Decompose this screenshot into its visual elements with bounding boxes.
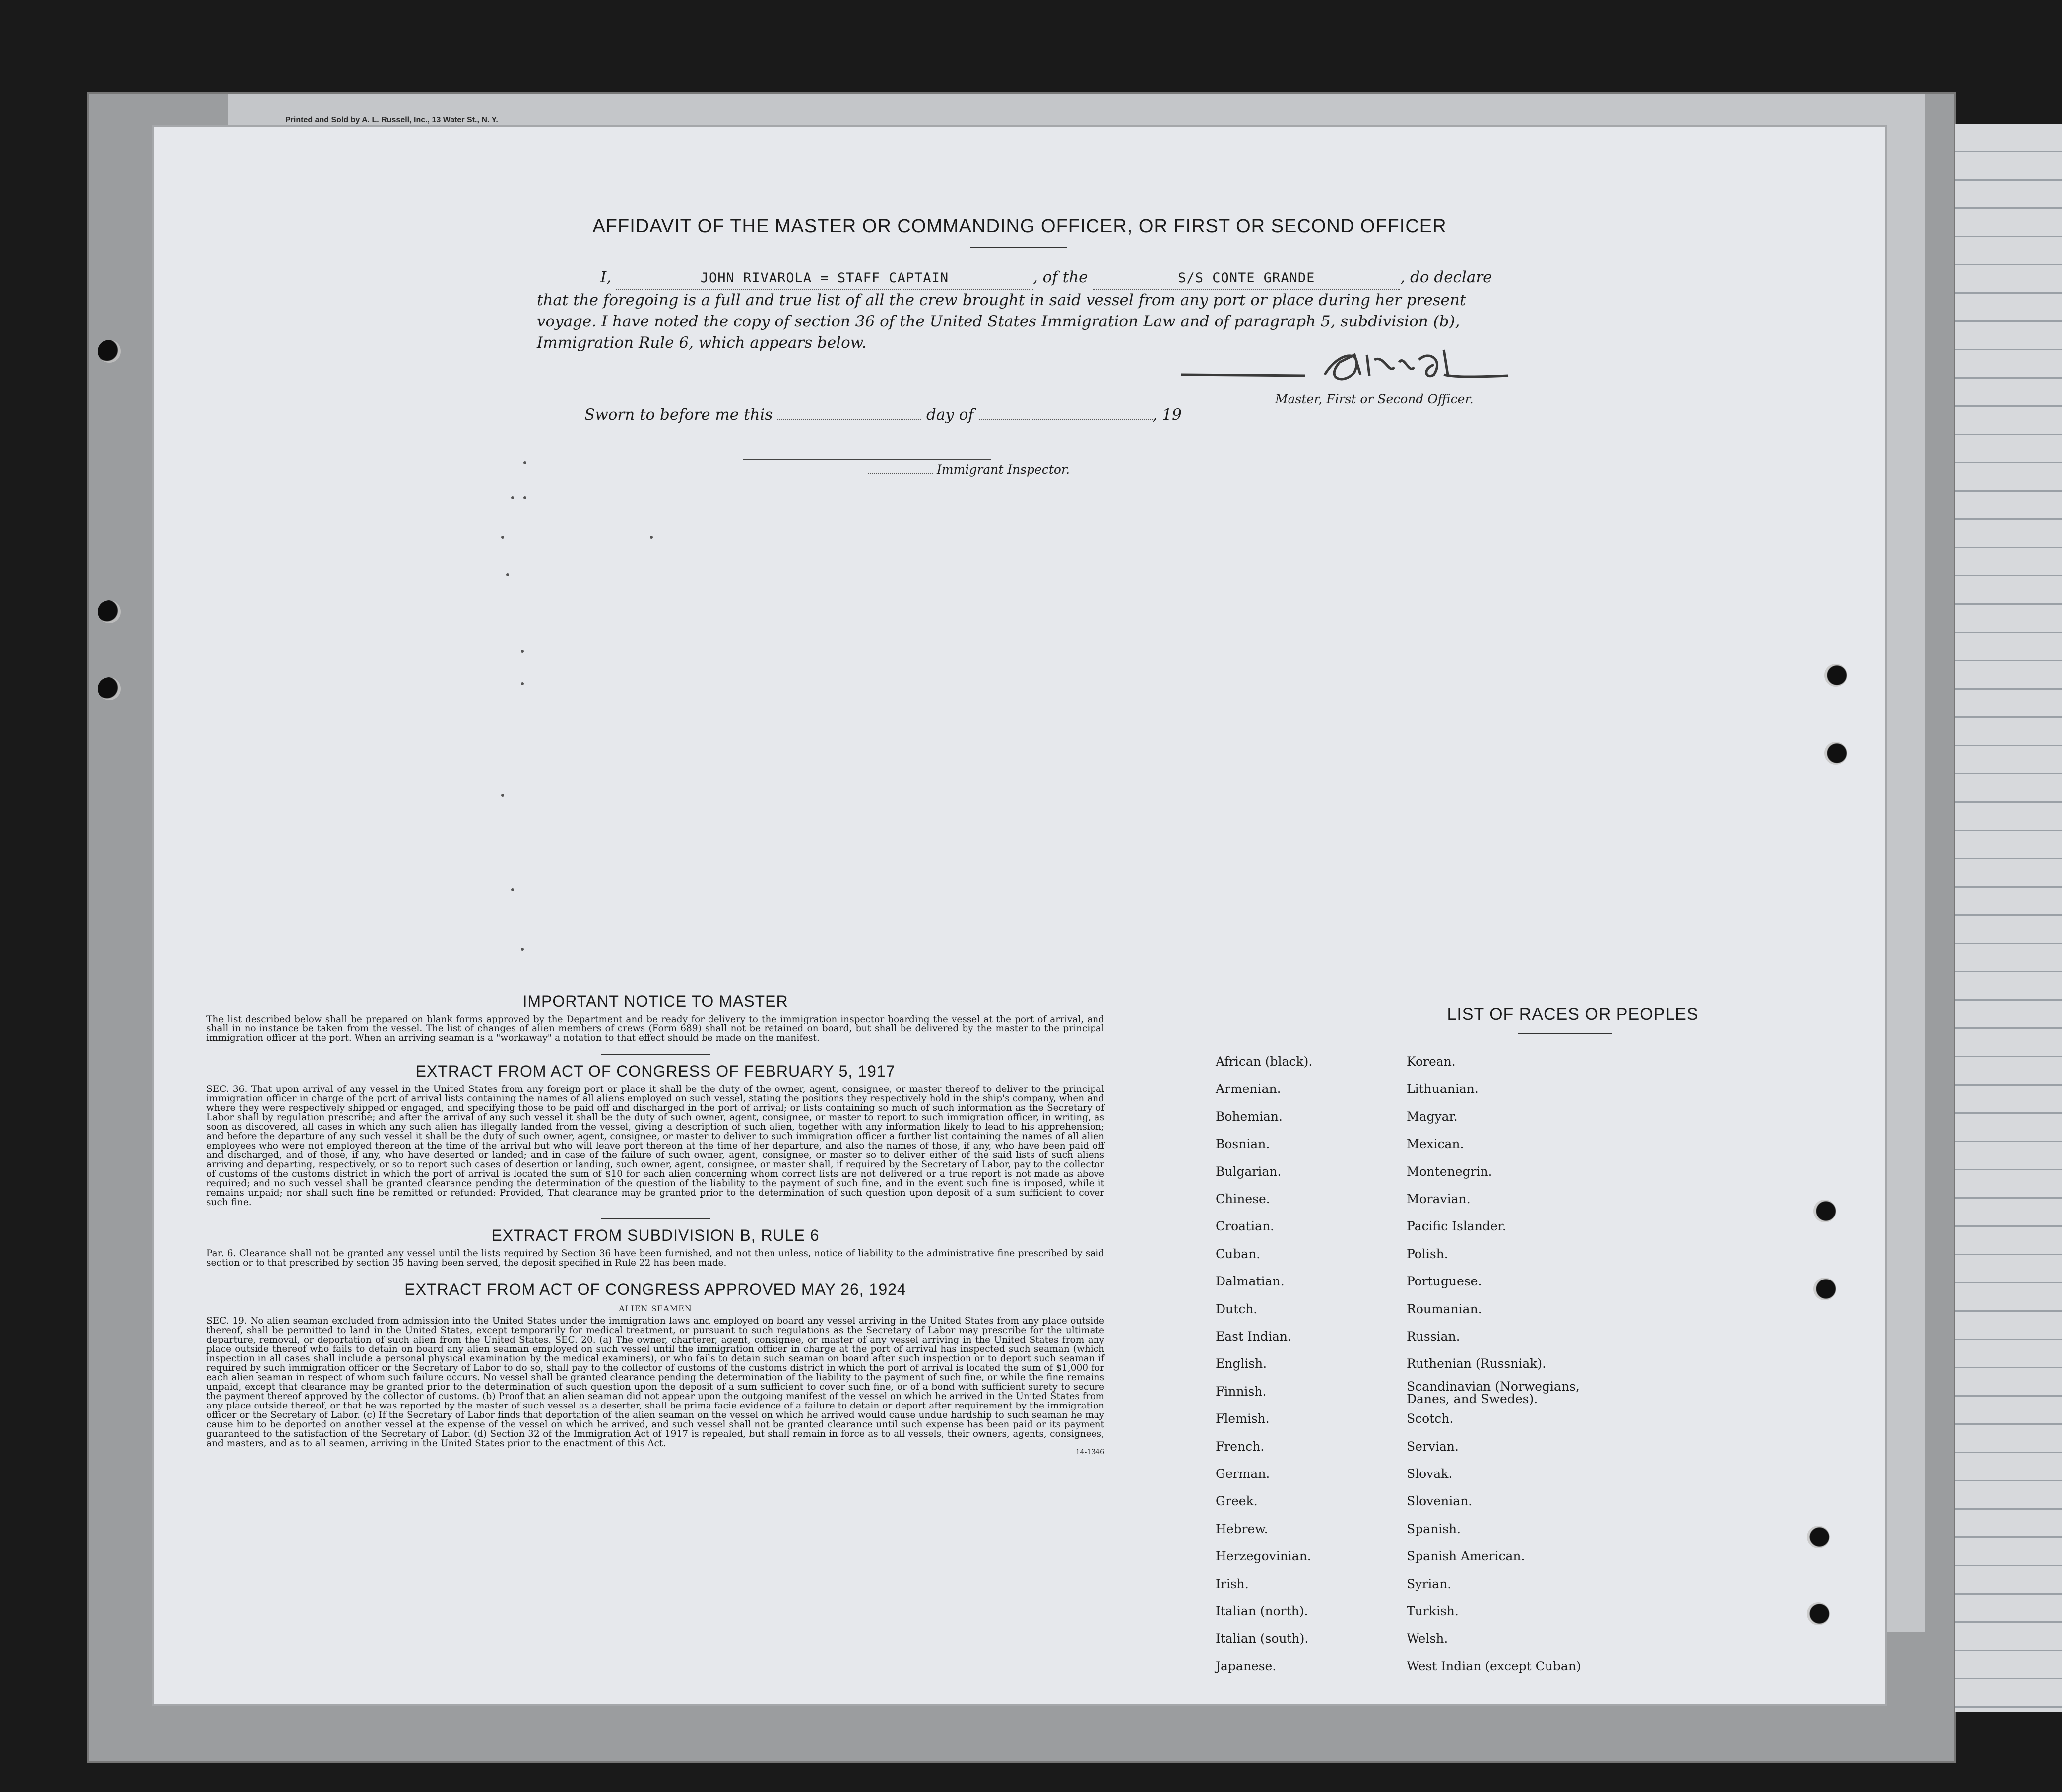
race-item: Herzegovinian. [1216,1549,1311,1564]
extract-1917-body: SEC. 36. That upon arrival of any vessel in the United States from any foreign port or place it shall be the duty of the owner, agent, consignee, or master thereof to deliver to the principal immigration officer in charge of the port of arrival lists containing the names of all aliens employed on such vessel, stating the positions they respectively hold in the ship's company, when and where they were respectively shipped or engaged, and specifying those to be paid off and discharged in the port of arrival; or lists containing so much of such information as the Secretary of Labor shall by regulation prescribe; and after the arrival of any such vessel it shall be the duty of such owner, agent, consignee, or master to report to such immigration officer, in writing, as soon as discovered, all cases in which any such alien has illegally landed from the vessel, giving a description of such alien, together with any information likely to lead to his apprehension; and before the departure of any such vessel it shall be the duty of such owner, agent, consignee, or master to deliver to such immigration officer a further list containing the names of all alien employees who were not employed thereon at the time of the arrival but who will leave port thereon at the time of her departure, and also the names of those, if any, who have been paid off and discharged, and of those, if any, who have deserted or landed; and in case of the failure of such owner, agent, consignee, or master so to deliver either of the said lists of such aliens arriving and departing, respectively, or so to report such cases of desertion or landing, such owner, agent, consignee, or master shall, if required by the Secretary of Labor, pay to the collector of customs of the customs district in which the port of arrival is located the sum of $10 for each alien concerning whom correct lists are not delivered or a true report is not made as above required; and no such vessel shall be granted clearance pending the determination of the question of the liability to the payment of such fine, and in the event such fine is imposed, while it remains unpaid; nor shall such fine be remitted or refunded: Provided, That clearance may be granted prior to the determination of such question upon deposit of a sum sufficient to cover such fine. [206,1084,1104,1208]
sworn-line [584,404,1182,426]
race-item: Dutch. [1216,1301,1258,1316]
race-item: Japanese. [1216,1659,1277,1673]
extract-rule6-body: Par. 6. Clearance shall not be granted any vessel until the lists required by Section 36 have been furnished, and not then unless, notice of liability to the administrative fine prescribed by said section or to that prescribed by section 35 having been served, the deposit specified in Rule 22 has been made. [206,1248,1104,1268]
master-name-field [616,267,1033,290]
signature-caption: Master, First or Second Officer. [1275,392,1474,406]
race-item: Greek. [1216,1494,1258,1509]
race-item: Russian. [1407,1329,1460,1344]
ghost-mark [521,682,524,685]
race-item: Dalmatian. [1216,1274,1285,1289]
race-item: Spanish American. [1407,1549,1525,1564]
race-item: Irish. [1216,1576,1249,1591]
race-item: Portuguese. [1407,1274,1482,1289]
races-heading: LIST OF RACES OR PEOPLES [1447,1005,1699,1024]
extract-1924-body: SEC. 19. No alien seaman excluded from admission into the United States under the immigration laws and employed on board any vessel arriving in the United States from any place outside thereof, shall be permitted to land in the United States, except temporarily for medical treatment, or pursuant to such regulations as the Secretary of Labor may prescribe for the ultimate departure, removal, or deportation of such alien from the United States. SEC. 20. (a) The owner, charterer, agent, consignee, or master of any vessel arriving in the United States from any place outside thereof who fails to detain on board any alien seaman employed on such vessel until the immigration officer in charge at the port of arrival has inspected such seaman (which inspection in all cases shall include a personal physical examination by the medical examiners), or who fails to detain such seaman on board after such inspection or to deport such seaman if required by such immigration officer or the Secretary of Labor to do so, shall pay to the collector of customs of the customs district in which the port of arrival is located the sum of $1,000 for each alien seaman in respect of whom such failure occurs. No vessel shall be granted clearance pending the determination of the liability to the payment of such fine, or while the fine remains unpaid, except that clearance may be granted prior to the determination of such question upon the deposit of a sum sufficient to cover such fine, or of a bond with sufficient surety to secure the payment thereof approved by the collector of customs. (b) Proof that an alien seaman did not appear upon the outgoing manifest of the vessel on which he arrived in the United States from any place outside thereof, or that he was reported by the master of such vessel as a deserter, shall be prima facie evidence of a failure to detain or deport after requirement by the immigration officer or the Secretary of Labor. (c) If the Secretary of Labor finds that deportation of the alien seaman on the vessel on which he arrived would cause undue hardship to such seaman he may cause him to be deported on another vessel at the expense of the vessel on which he arrived, and such vessel shall not be granted clearance until such expense has been paid or its payment guaranteed to the satisfaction of the Secretary of Labor. (d) Section 32 of the Immigration Act of 1917 is repealed, but shall remain in force as to all vessels, their owners, agents, consignees, and masters, and as to all seamen, arriving in the United States prior to the enactment of this Act. [206,1316,1104,1449]
extract-1924-heading: EXTRACT FROM ACT OF CONGRESS APPROVED MAY 26, 1924 [404,1280,906,1298]
punch-hole-icon [98,340,121,363]
race-item: Chinese. [1216,1192,1270,1206]
race-item: East Indian. [1216,1329,1291,1344]
race-item: Servian. [1407,1439,1459,1454]
race-item: Slovenian. [1407,1494,1473,1509]
punch-hole-icon [1813,1200,1836,1222]
ghost-mark [650,536,653,539]
race-item: English. [1216,1356,1267,1371]
left-column [206,992,1104,1456]
sworn-label: Sworn to before me this [584,406,773,424]
races-rule [1518,1033,1612,1034]
ghost-mark [511,496,514,499]
race-item: Magyar. [1407,1109,1458,1124]
punch-hole-icon [98,600,121,623]
inspector-caption: Immigrant Inspector. [936,462,1070,477]
inspector-dots [868,473,933,474]
race-item: Spanish. [1407,1521,1461,1536]
race-item: Hebrew. [1216,1521,1268,1536]
punch-hole-icon [1813,1278,1836,1300]
race-item: Polish. [1407,1246,1448,1261]
ghost-mark [521,948,524,951]
printer-line: Printed and Sold by A. L. Russell, Inc., 13 Water St., N. Y. [285,116,498,124]
declaration-line-3: Immigration Rule 6, which appears below. [537,334,867,352]
affidavit-sheet [154,127,1885,1704]
vessel-name-field [1093,267,1400,290]
signature-mark [1176,340,1513,394]
ghost-mark [506,573,509,576]
race-item: Lithuanian. [1407,1082,1479,1096]
race-item: Syrian. [1407,1576,1452,1591]
race-item: Finnish. [1216,1384,1267,1399]
ghost-mark [521,650,524,653]
punch-hole-icon [1807,1602,1830,1625]
heading-rule [970,247,1067,248]
master-name: JOHN RIVAROLA = STAFF CAPTAIN [700,270,949,286]
sworn-day-field [777,419,921,420]
race-item: West Indian (except Cuban) [1407,1659,1581,1673]
ruled-page-edge [1955,124,2062,1712]
race-item: Italian (south). [1216,1631,1309,1646]
ghost-mark [523,461,526,464]
declaration-line-1: that the foregoing is a full and true list of all the crew brought in said vessel from any port or place during her present [537,291,1466,309]
race-item: Bosnian. [1216,1137,1270,1152]
do-declare-label: , do declare [1400,268,1492,286]
extract-1924-subheading: ALIEN SEAMEN [619,1304,692,1313]
ghost-mark [511,888,514,891]
race-item: Bohemian. [1216,1109,1283,1124]
section-rule-1 [601,1054,710,1055]
race-item: Turkish. [1407,1604,1459,1618]
punch-hole-icon [98,677,121,700]
race-item: Mexican. [1407,1137,1464,1152]
of-the-label: , of the [1032,268,1088,286]
section-rule-2 [601,1218,710,1219]
race-item: French. [1216,1439,1265,1454]
vessel-name: S/S CONTE GRANDE [1178,270,1315,286]
extract-1917-heading: EXTRACT FROM ACT OF CONGRESS OF FEBRUARY 5, 1917 [415,1062,896,1080]
race-item: Welsh. [1407,1631,1448,1646]
race-item: Scandinavian (Norwegians, Danes, and Swedes). [1407,1379,1580,1406]
race-item: Pacific Islander. [1407,1219,1506,1234]
day-of-label: day of [926,406,974,424]
inspector-line [868,459,1070,480]
extract-rule6-heading: EXTRACT FROM SUBDIVISION B, RULE 6 [491,1226,820,1244]
race-item: German. [1216,1467,1270,1481]
year-label: , 19 [1152,406,1182,424]
race-item: Cuban. [1216,1246,1261,1261]
sworn-month-field [979,419,1153,420]
race-item: Flemish. [1216,1411,1270,1426]
declaration-line-names [537,267,1658,290]
race-item: Scotch. [1407,1411,1454,1426]
race-item: Moravian. [1407,1192,1471,1206]
punch-hole-icon [1824,742,1847,765]
race-item: Armenian. [1216,1082,1281,1096]
ghost-mark [523,496,526,499]
declaration-line-2: voyage. I have noted the copy of section 36 of the United States Immigration Law and of paragraph 5, subdivision (b), [537,313,1460,330]
notice-heading: IMPORTANT NOTICE TO MASTER [522,992,788,1010]
ghost-mark [501,536,504,539]
punch-hole-icon [1824,664,1847,687]
form-number: 14-1346 [1075,1448,1104,1456]
ghost-mark [501,794,504,797]
race-item: African (black). [1216,1054,1313,1069]
affidavit-heading: AFFIDAVIT OF THE MASTER OR COMMANDING OFFICER, OR FIRST OR SECOND OFFICER [592,216,1447,237]
race-item: Korean. [1407,1054,1456,1069]
race-item: Montenegrin. [1407,1164,1492,1179]
race-item: Bulgarian. [1216,1164,1282,1179]
race-item: Roumanian. [1407,1301,1482,1316]
race-item: Croatian. [1216,1219,1275,1234]
race-item: Slovak. [1407,1467,1453,1481]
notice-body: The list described below shall be prepared on blank forms approved by the Department and be ready for delivery to the immigration inspector boarding the vessel at the port of arrival, and shall in no instance be taken from the vessel. The list of changes of alien members of crews (Form 689) shall not be retained on board, but shall be delivered by the master to the principal immigration officer at the port. When an arriving seaman is a "workaway" a notation to that effect should be made on the manifest. [206,1014,1104,1043]
race-item: Ruthenian (Russniak). [1407,1356,1546,1371]
i-label: I, [600,268,612,286]
punch-hole-icon [1807,1526,1830,1548]
race-item: Italian (north). [1216,1604,1308,1618]
